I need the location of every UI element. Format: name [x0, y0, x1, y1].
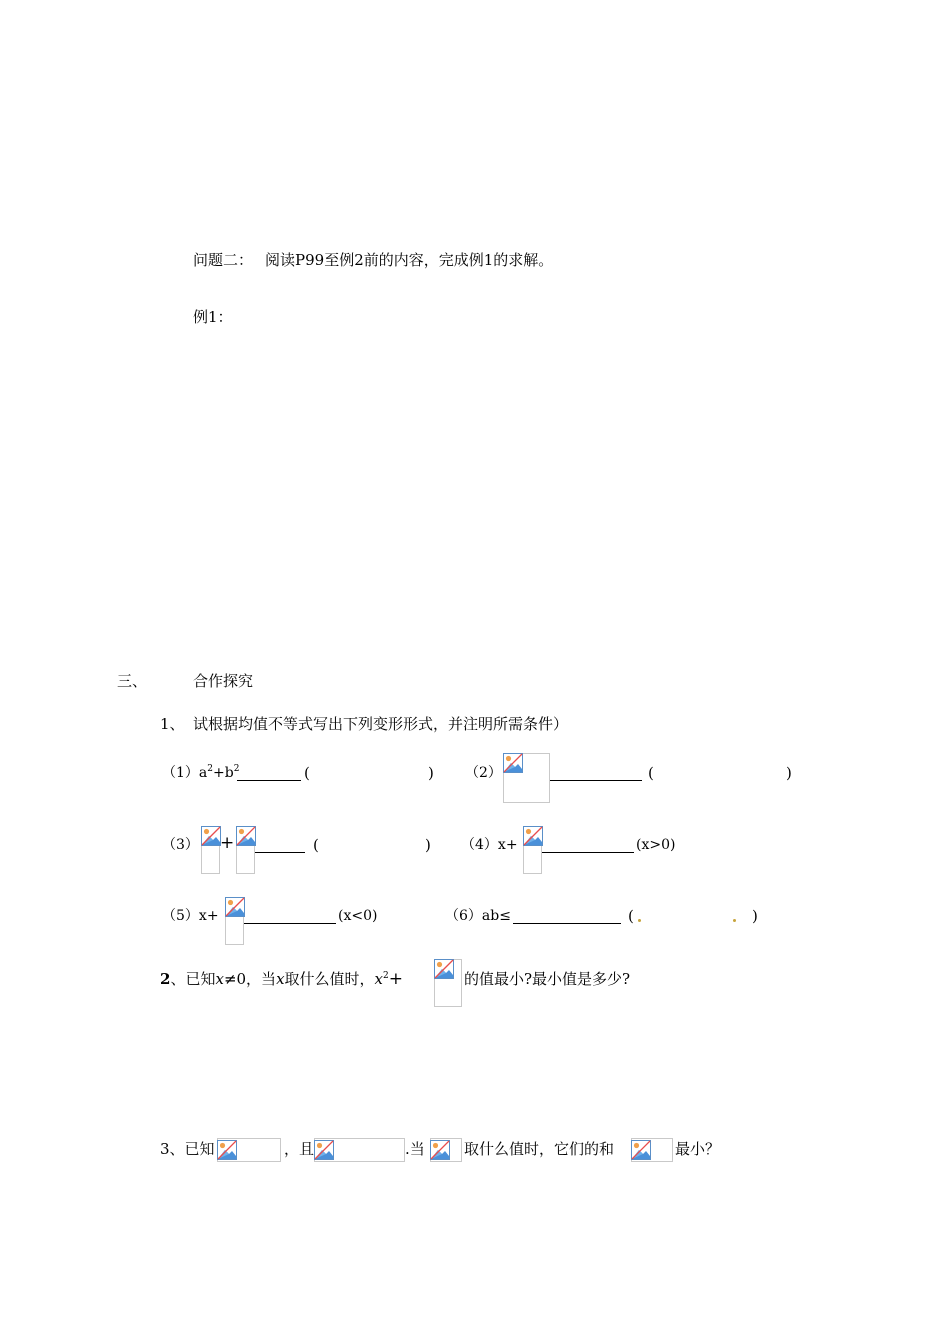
- broken-image-icon: [631, 1140, 651, 1160]
- part-six-label: [445, 907, 511, 925]
- item-two-number: 2: [160, 970, 171, 988]
- item-three-text-a: 3、已知: [160, 1140, 215, 1158]
- item-three-text-b: ，且: [284, 1140, 315, 1158]
- yellow-dot-mark: [733, 919, 736, 922]
- part-six-lparen: (: [628, 907, 634, 925]
- part-four-label: [461, 836, 518, 854]
- broken-image-icon: [217, 1140, 237, 1160]
- question-two-text: 阅读P99至例2前的内容，完成例1的求解。: [265, 251, 554, 269]
- part-five-number: （5）: [162, 908, 199, 924]
- example-one-label: 例1：: [193, 308, 233, 326]
- item-two-text-a: 2、已知x≠0，当x取什么值时，$x^2+$: [160, 969, 403, 989]
- part-six-rparen: ): [752, 907, 758, 925]
- item-one-number: 1、: [160, 715, 185, 733]
- item-three-text-c: .当: [405, 1140, 425, 1158]
- part-six-expr: ab≤: [481, 908, 511, 924]
- part-one-lparen: (: [304, 764, 310, 782]
- broken-image-icon: [236, 826, 256, 846]
- part-three-lparen: (: [313, 836, 319, 854]
- part-two-lparen: (: [648, 764, 654, 782]
- part-two-answer-blank[interactable]: [550, 780, 642, 781]
- part-three-rparen: ): [425, 836, 431, 854]
- part-five-answer-blank[interactable]: [244, 923, 336, 924]
- item-one-text: 试根据均值不等式写出下列变形形式，并注明所需条件）: [193, 715, 569, 733]
- broken-image-icon: [523, 826, 543, 846]
- broken-image-icon: [430, 1140, 450, 1160]
- part-one-label: $(1)a^2+b^2$: [162, 764, 240, 781]
- part-five-condition: (x<0): [338, 908, 378, 924]
- broken-image-icon: [434, 959, 454, 979]
- part-five-expr: x+: [198, 908, 219, 924]
- section-three-number: 三、: [117, 672, 148, 690]
- broken-image-icon: [201, 826, 221, 846]
- part-three-number: （3）: [162, 837, 199, 853]
- part-three-answer-blank[interactable]: [255, 852, 305, 853]
- question-two-line: [193, 251, 553, 269]
- part-six-answer-blank[interactable]: [513, 923, 621, 924]
- broken-image-icon: [503, 753, 523, 773]
- part-four-expr: x+: [497, 837, 518, 853]
- broken-image-icon: [225, 897, 245, 917]
- part-one-number: （1）: [162, 765, 199, 781]
- part-six-number: （6）: [445, 908, 482, 924]
- part-three-plus: +: [220, 833, 235, 853]
- section-three-title: 合作探究: [193, 672, 254, 690]
- question-two-label: 问题二：: [193, 251, 254, 269]
- part-two-number: （2）: [465, 765, 502, 781]
- item-two-text-b: 的值最小?最小值是多少?: [464, 970, 631, 988]
- broken-image-icon: [314, 1140, 334, 1160]
- item-three-text-d: 取什么值时，它们的和: [464, 1140, 615, 1158]
- part-four-answer-blank[interactable]: [542, 852, 634, 853]
- part-four-number: （4）: [461, 837, 498, 853]
- item-three-text-e: 最小？: [675, 1140, 721, 1158]
- part-five-label: [162, 907, 219, 925]
- part-four-condition: (x>0): [636, 837, 676, 853]
- part-one-answer-blank[interactable]: [237, 780, 301, 781]
- yellow-dot-mark: [638, 919, 641, 922]
- part-one-rparen: ): [428, 764, 434, 782]
- part-two-rparen: ): [786, 764, 792, 782]
